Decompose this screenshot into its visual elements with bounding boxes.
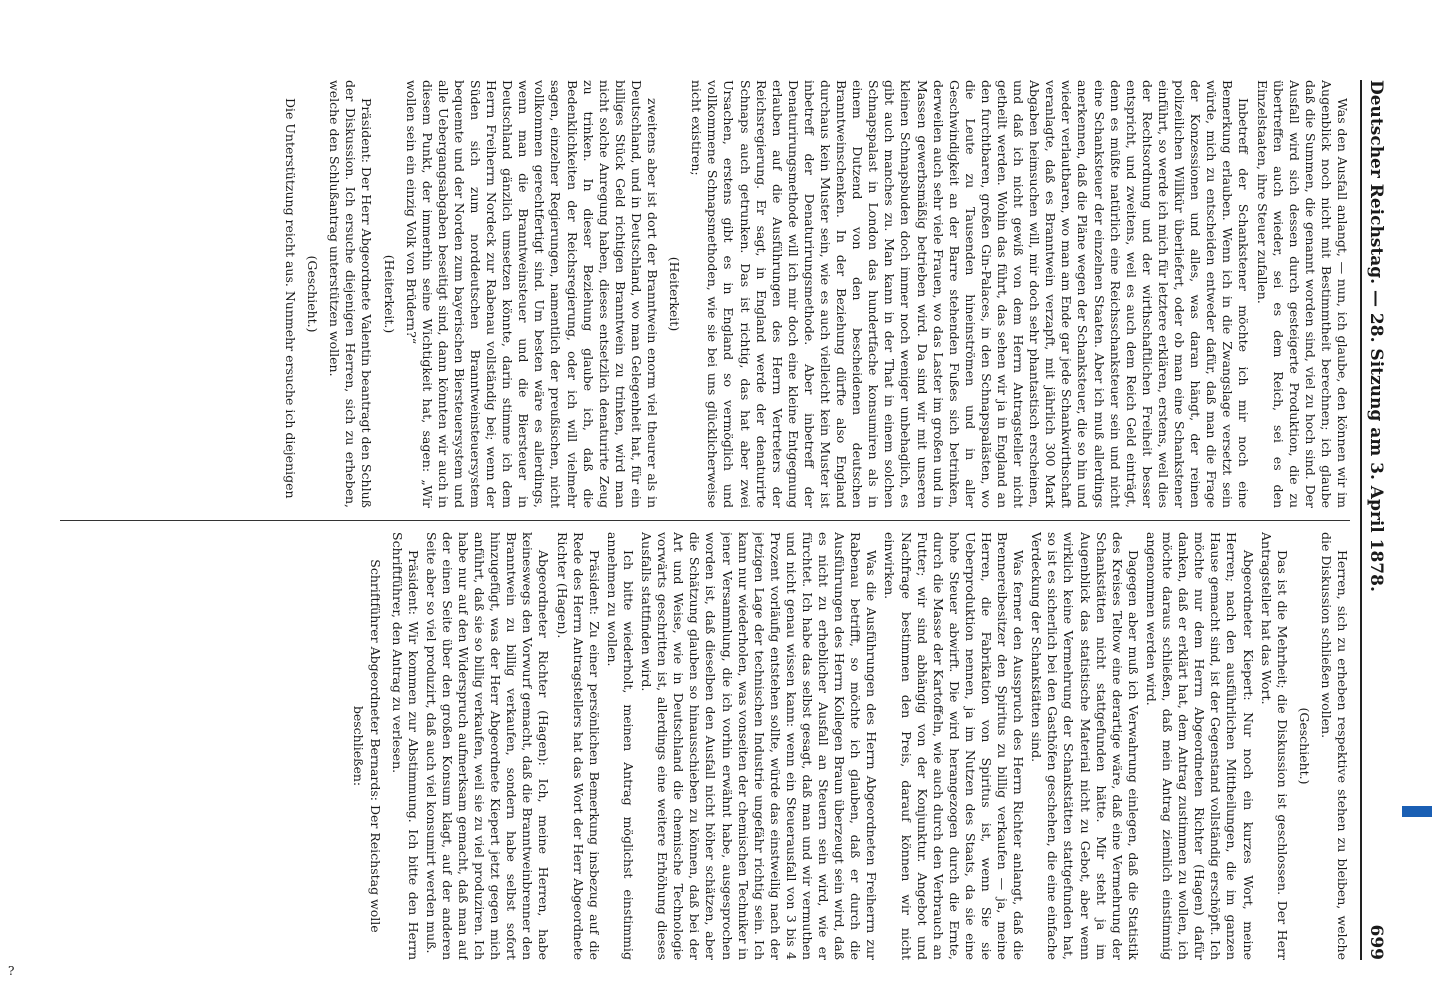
stage-direction: (Heiterkeit.) [381, 254, 397, 334]
paragraph: Präsident: Zu einer persönlichen Bemerkung insbezug auf die Rede des Herrn Antragstellers hat das Wort der Herr Abgeordnete Richter (Hagen). [554, 532, 602, 960]
paragraph: Was ferner den Ausspruch des Herrn Richter anlangt, daß die Brennereibesitzer den Spiritus zu billig verkaufen — ja, meine Herren, die Fabrikation von Spiritus ist, wenn Sie sie Ueberproduktion nennen, ja im Nutzen des Staats, da sie eine hohe Steuer abwirft. Die wird herangezogen durch die Ernte, durch die Masse der Kartoffeln, wie auch durch den Verbrauch an Futter; wir sind abhängig von der Konjunktur. Angebot und Nachfrage bestimmen den Preis, darauf können wir nicht einwirken. [882, 532, 1027, 960]
stage-direction: (Heiterkeit) [667, 256, 683, 332]
stage-direction: (Geschieht.) [1296, 707, 1312, 785]
left-column [58, 80, 1350, 508]
text-columns [58, 80, 1350, 960]
paragraph: Dagegen aber muß ich Verwahrung einlegen, daß die Statistik des Kreises Teltow eine derartige wäre, daß eine Vermehrung der Schankstätten nicht stattgefunden hätte. Mir steht ja im Augenblick das statistische Material nicht zu Gebot, aber wenn wirklich keine Vermehrung der Schankstätten stattgefunden hat, so ist es sicherlich bei den Gasthöfen geschehen, die eine einfache Verdeckung der Schankstätten sind. [1029, 532, 1141, 960]
paragraph: Was die Ausführungen des Herrn Abgeordneten Freiherrn zur Rabenau betrifft, so möchte ich glauben, daß er durch die Ausführungen des Herrn Kollegen Braun überzeugt sein wird, daß es nicht zu erheblicher Ausfall an Steuern sein wird, wie er fürchtet. Ich habe das selbst gesagt, daß man und wir vermuthen und nicht genau wissen kann: wenn ein Steuerausfall von 3 bis 4 Prozent vorläufig entstehen sollte, würde das einstweilig nach der jetzigen Lage der technischen Industrie ungefähr richtig sein. Ich kann nur wiederholen, was vonseiten der chemischen Techniker in jener Versammlung, die ich vorhin erwähnt habe, ausgesprochen worden ist, daß dieselben den Ausfall nicht höher schätzen, aber die Schätzung glauben so hinausschieben zu können, daß bei der Art und Weise, wie in Deutschland die chemische Technologie vorwärts geschritten ist, allerdings eine weitere Erhöhung dieses Ausfalls stattfinden wird. [639, 532, 880, 960]
running-head: Deutscher Reichstag. — 28. Sitzung am 3. April 1878. [1366, 80, 1386, 592]
paragraph: Herren, sich zu erheben respektive stehen zu bleiben, welche die Diskussion schließen wollen. [1318, 532, 1350, 960]
paragraph: Abgeordneter Kiepert: Nur noch ein kurzes Wort, meine Herren; nach den ausführlichen Mittheilungen, die im ganzen Hause gemacht sind, ist der Gegenstand vollständig erschöpft. Ich möchte nur dem Herrn Abgeordneten Richter (Hagen) dafür danken, daß er erklärt hat, dem Antrag zustimmen zu wollen, ich möchte daraus schließen, daß mein Antrag ziemlich einstimmig angenommen werden wird. [1143, 532, 1256, 960]
paragraph: Schriftführer Abgeordneter Bernards: Der Reichstag wolle beschließen: [351, 559, 383, 933]
paragraph: Was den Ausfall anlangt, — nun, ich glaube, den können wir im Augenblick noch nicht mit Bestimmtheit berechnen; ich glaube daß die Summen, die genannt worden sind, viel zu hoch sind. Der Ausfall wird sich dessen durch gesteigerte Produktion, die zu übertreffen auch wieder, sei es dem Reich, sei es den Einzelstaaten, ihre Steuer zufallen. [1254, 80, 1350, 508]
stage-direction: (Geschieht.) [305, 255, 321, 333]
digitization-credit [1408, 60, 1426, 820]
paragraph: Präsident: Der Herr Abgeordnete Valentin beantragt den Schluß der Diskussion. Ich ersuche diejenigen Herren, sich zu erheben, welche den Schlußantrag unterstützen wollen. [327, 80, 375, 508]
paragraph: Präsident: Wir kommen zur Abstimmung. Ich bitte den Herrn Schriftführer, den Antrag zu verlesen. [389, 532, 421, 960]
paragraph: Die Unterstützung reicht aus. Nunmehr ersuche ich diejenigen [283, 98, 299, 499]
paragraph: Ich bitte wiederholt, meinen Antrag möglichst einstimmig annehmen zu wollen. [604, 532, 636, 960]
page-header [1360, 80, 1402, 960]
right-column [58, 532, 1350, 960]
page-number: 699 [1366, 924, 1386, 960]
paragraph: Inbetreff der Schankstener möchte ich mir noch eine Bemerkung erlauben. Wenn ich in die Zwangslage versetzt sein würde, mich zu entscheiden entweder dafür, daß man die Frage der Konzessionen und alles, was daran hängt, der reinen polizeilichen Willkür überliefert, oder ob man eine Schankstener einführt, so werde ich mich für letztere erklären, erstens, weil dies der Rechtsordnung und der wirthschaftlichen Freiheit besser entspricht, und zweitens, weil es auch dem Reich Geld einträgt, denn es müßte natürlich eine Reichsschanksteuer sein und nicht eine Schanksteuer der einzelnen Staaten. Aber ich muß allerdings anerkennen, daß die Pläne wegen der Schanksteuer, die so hin und wieder verlautbaren, wo man am Ende gar jede Schankwirthschaft veranlagte, daß es Branntwein verzapft, mit jährlich 300 Mark Abgaben heimsuchen will, mir doch sehr phantastisch erscheinen, und daß ich nicht gewiß von dem Herrn Antragsteller nicht getheilt werden. Wohin das führt, das sehen wir ja in England an den furchtbaren, großen Gin-Palaces, in den Schnapspalästen, wo die Leute zu Tausenden hineinströmen und in aller Geschwindigkeit an der Barre stehenden Fußes sich betrinken, derweilen auch sehr viele Frauen, wo das Laster im großen und in Massen gewerbsmäßig betrieben wird. Da sind wir mit unseren kleinen Schnapsbuden doch immer noch weniger unbehaglich, es gibt auch manches zu. Man kann in der That in einem solchen Schnapspalast in London das hundertfache konsumiren als in einem Dutzend von den bescheidenen deutschen Branntweinschenken. In der Beziehung dürfte also England durchaus kein Muster sein, wie es auch vielleicht kein Muster ist inbetreff der Denaturirungsmethode. Aber inbetreff der Denaturirungsmethode will ich mir doch eine kleine Entgegnung erlauben auf die Ausführungen des Herrn Vertreters der Reichsregierung. Er sagt, in England werde der denaturirte Schnaps auch getrunken. Das ist richtig, das hat aber zwei Ursachen, erstens gibt es in England so vermöglich und vollkommene Schnapsmethoden, wie sie bei uns glücklicherweise nicht existiren; [689, 80, 1252, 508]
dfg-badge [1402, 806, 1432, 817]
rotated-page-content [50, 40, 1410, 1000]
margin-mark: ? [8, 964, 15, 978]
paragraph: Abgeordneter Richter (Hagen): Ich, meine Herren, habe keineswegs den Vorwurf gemacht, daß die Branntweinbrenner den Branntwein zu billig verkaufen, sondern habe selbst sofort hinzugefügt, was der Herr Abgeordnete Kiepert jetzt gegen mich anführt, daß sie so billig verkaufen, weil sie zu viel produziren. Ich habe nur auf den Widerspruch aufmerksam gemacht, daß man auf der einen Seite über den großen Konsum klagt, auf der anderen Seite aber so viel produzirt, daß auch viel konsumirt werden muß. [423, 532, 552, 960]
paragraph: Das ist die Mehrheit; die Diskussion ist geschlossen. Der Herr Antragsteller hat das Wort. [1258, 532, 1290, 960]
paragraph: zweitens aber ist dort der Branntwein enorm viel theurer als in Deutschland, und in Deutschland, wo man Gelegenheit hat, für ein billiges Stück Geld richtigen Branntwein zu trinken, wird man nicht solche Anregung haben, dieses entsetzlich denaturirte Zeug zu trinken. In dieser Beziehung glaube ich, daß die Bedenklichkeiten der Reichsregierung, oder ich will vielmehr sagen, einzelner Regierungen, namentlich der preußischen, nicht vollkommen gerechtfertigt sind. Um besten wäre es allerdings, wenn man die Branntweinsteuer und die Biersteuer in Deutschland gänzlich umsetzen könnte, darin stimme ich dem Herrn Freiherrn Nordeck zur Rabenau vollständig bei; wenn der Süden sich zum norddeutschen Branntweinsteuersystem bequemte und der Norden zum bayerischen Biersteuersystem und alle Uebergangsabgaben beseitigt sind, dann könnten wir auch in diesem Punkt, der immerhin seine Wichtigkeit hat, sagen: „Wir wollen sein ein einzig Volk von Brüdern?“ [403, 80, 661, 508]
